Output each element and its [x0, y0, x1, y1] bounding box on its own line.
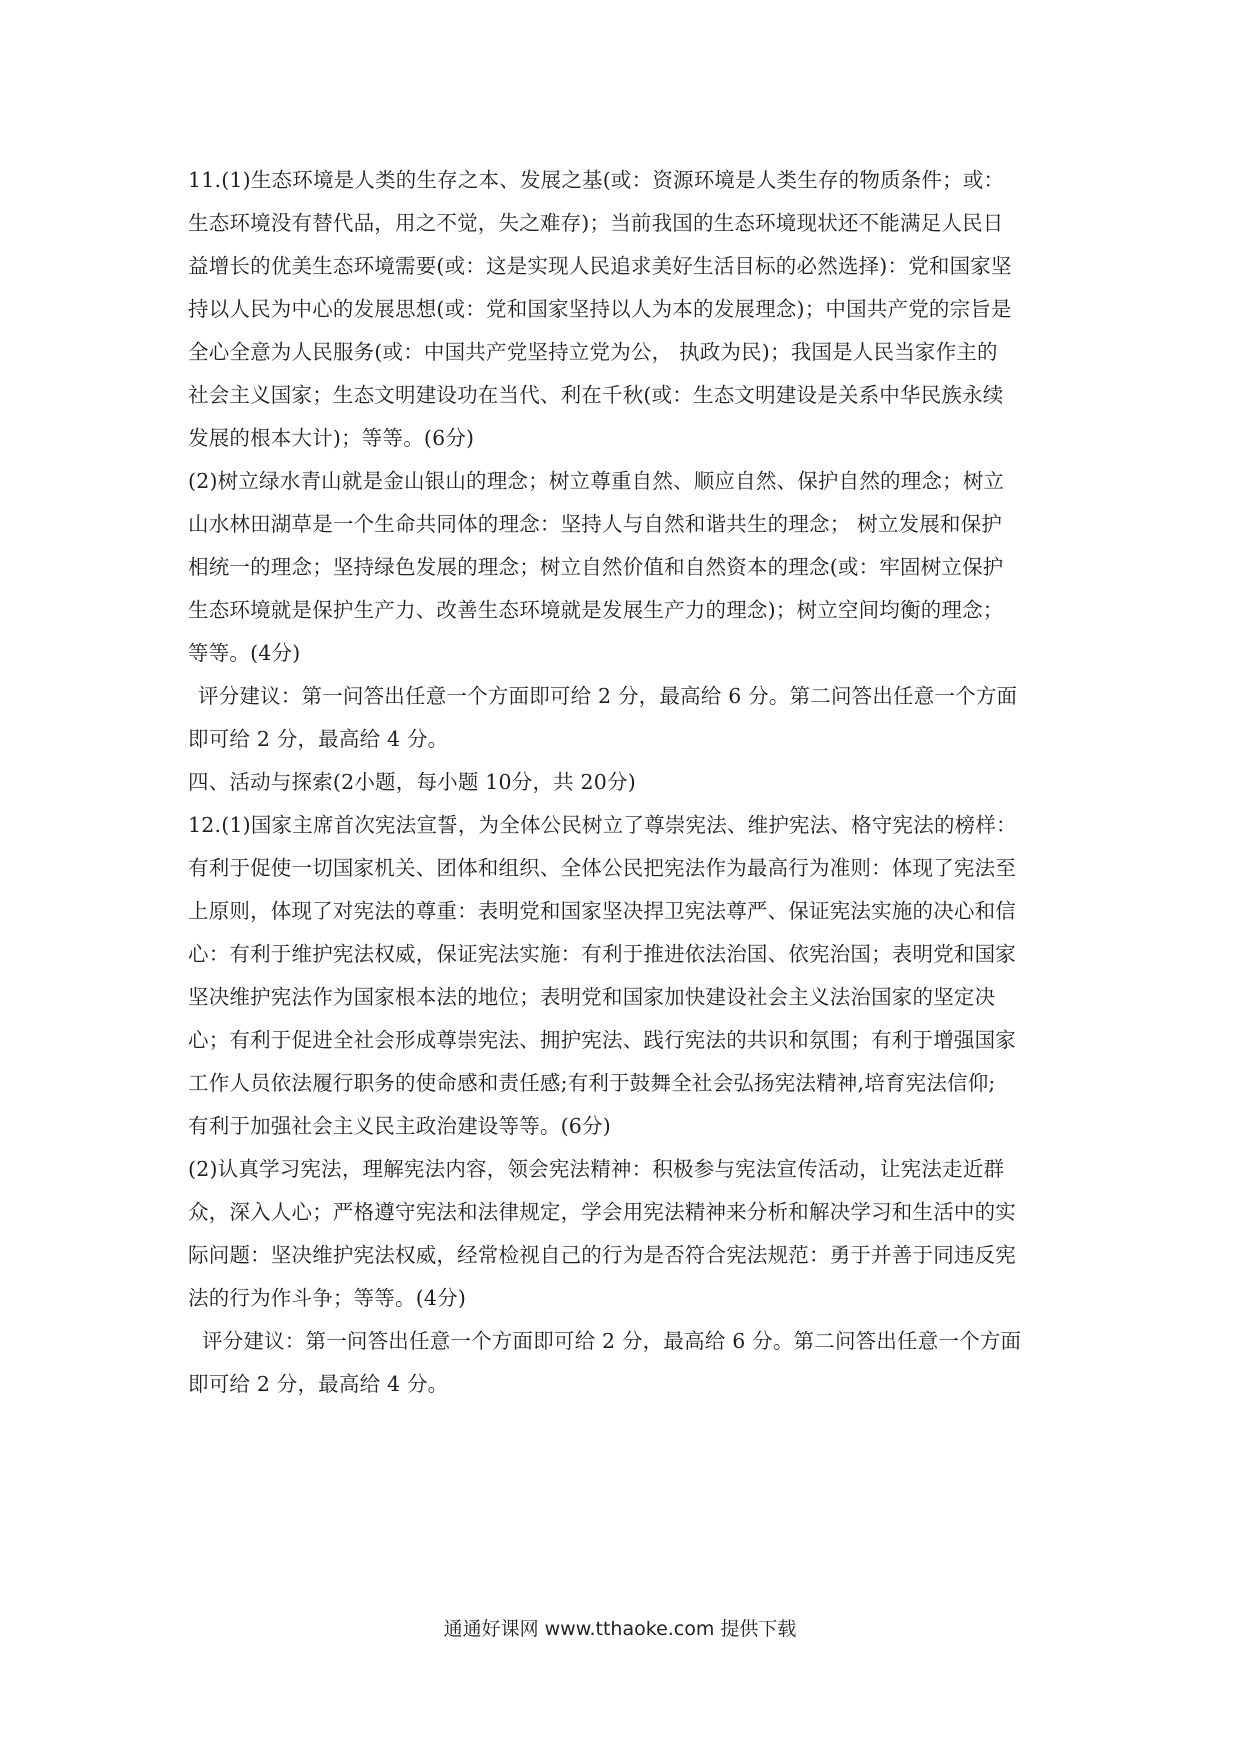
text-line: 生态环境没有替代品，用之不觉，失之难存)；当前我国的生态环境现状还不能满足人民日 [188, 211, 1004, 235]
scoring-note-line: 评分建议：第一问答出任意一个方面即可给 2 分，最高给 6 分。第二问答出任意一个方面 [202, 1329, 1022, 1353]
scoring-note-line: 评分建议：第一问答出任意一个方面即可给 2 分，最高给 6 分。第二问答出任意一个方面 [198, 684, 1018, 708]
text-line: 发展的根本大计)；等等。(6分) [188, 426, 475, 450]
text-line: 工作人员依法履行职务的使命感和责任感;有利于鼓舞全社会弘扬宪法精神,培育宪法信仰; [188, 1071, 996, 1095]
text-line: 12.(1)国家主席首次宪法宣誓，为全体公民树立了尊崇宪法、维护宪法、格守宪法的榜样： [188, 813, 1017, 837]
answer-content [188, 159, 1068, 1406]
text-line: 相统一的理念；坚持绿色发展的理念；树立自然价值和自然资本的理念(或：牢固树立保护 [188, 555, 1004, 579]
text-line: 上原则，体现了对宪法的尊重：表明党和国家坚决捍卫宪法尊严、保证宪法实施的决心和信 [188, 899, 1016, 923]
text-line: 益增长的优美生态环境需要(或：这是实现人民追求美好生活目标的必然选择)：党和国家坚 [188, 254, 1012, 278]
text-line: 心：有利于维护宪法权威，保证宪法实施：有利于推进依法治国、依宪治国；表明党和国家 [188, 942, 1016, 966]
text-line: 生态环境就是保护生产力、改善生态环境就是发展生产力的理念)；树立空间均衡的理念； [188, 598, 1004, 622]
section-heading: 四、活动与探索(2小题，每小题 10分，共 20分) [188, 770, 636, 794]
text-line: (2)认真学习宪法，理解宪法内容，领会宪法精神：积极参与宪法宣传活动，让宪法走近群 [188, 1157, 1005, 1181]
text-line: 山水林田湖草是一个生命共同体的理念：坚持人与自然和谐共生的理念； 树立发展和保护 [188, 512, 1003, 536]
text-line: 有利于促使一切国家机关、团体和组织、全体公民把宪法作为最高行为准则：体现了宪法至 [188, 856, 1016, 880]
text-line: 全心全意为人民服务(或：中国共产党坚持立党为公， 执政为民)；我国是人民当家作主的 [188, 340, 998, 364]
text-line: (2)树立绿水青山就是金山银山的理念；树立尊重自然、顺应自然、保护自然的理念；树立 [188, 469, 1005, 493]
text-line: 持以人民为中心的发展思想(或：党和国家坚持以人为本的发展理念)；中国共产党的宗旨是 [188, 297, 1012, 321]
text-line: 等等。(4分) [188, 641, 301, 665]
text-line: 11.(1)生态环境是人类的生存之本、发展之基(或：资源环境是人类生存的物质条件；或： [188, 168, 1005, 192]
text-line: 有利于加强社会主义民主政治建设等等。(6分) [188, 1114, 611, 1138]
scoring-note-line: 即可给 2 分，最高给 4 分。 [188, 1372, 449, 1396]
text-line: 众，深入人心；严格遵守宪法和法律规定，学会用宪法精神来分析和解决学习和生活中的实 [188, 1200, 1016, 1224]
scoring-note-line: 即可给 2 分，最高给 4 分。 [188, 727, 449, 751]
text-line: 际问题：坚决维护宪法权威，经常检视自己的行为是否符合宪法规范：勇于并善于同违反宪 [188, 1243, 1016, 1267]
page-footer: 通通好课网 www.tthaoke.com 提供下载 [443, 1618, 797, 1640]
text-line: 社会主义国家；生态文明建设功在当代、利在千秋(或：生态文明建设是关系中华民族永续 [188, 383, 1004, 407]
text-line: 法的行为作斗争；等等。(4分) [188, 1286, 467, 1310]
text-line: 坚决维护宪法作为国家根本法的地位；表明党和国家加快建设社会主义法治国家的坚定决 [188, 985, 996, 1009]
text-line: 心；有利于促进全社会形成尊崇宪法、拥护宪法、践行宪法的共识和氛围；有利于增强国家 [188, 1028, 1016, 1052]
